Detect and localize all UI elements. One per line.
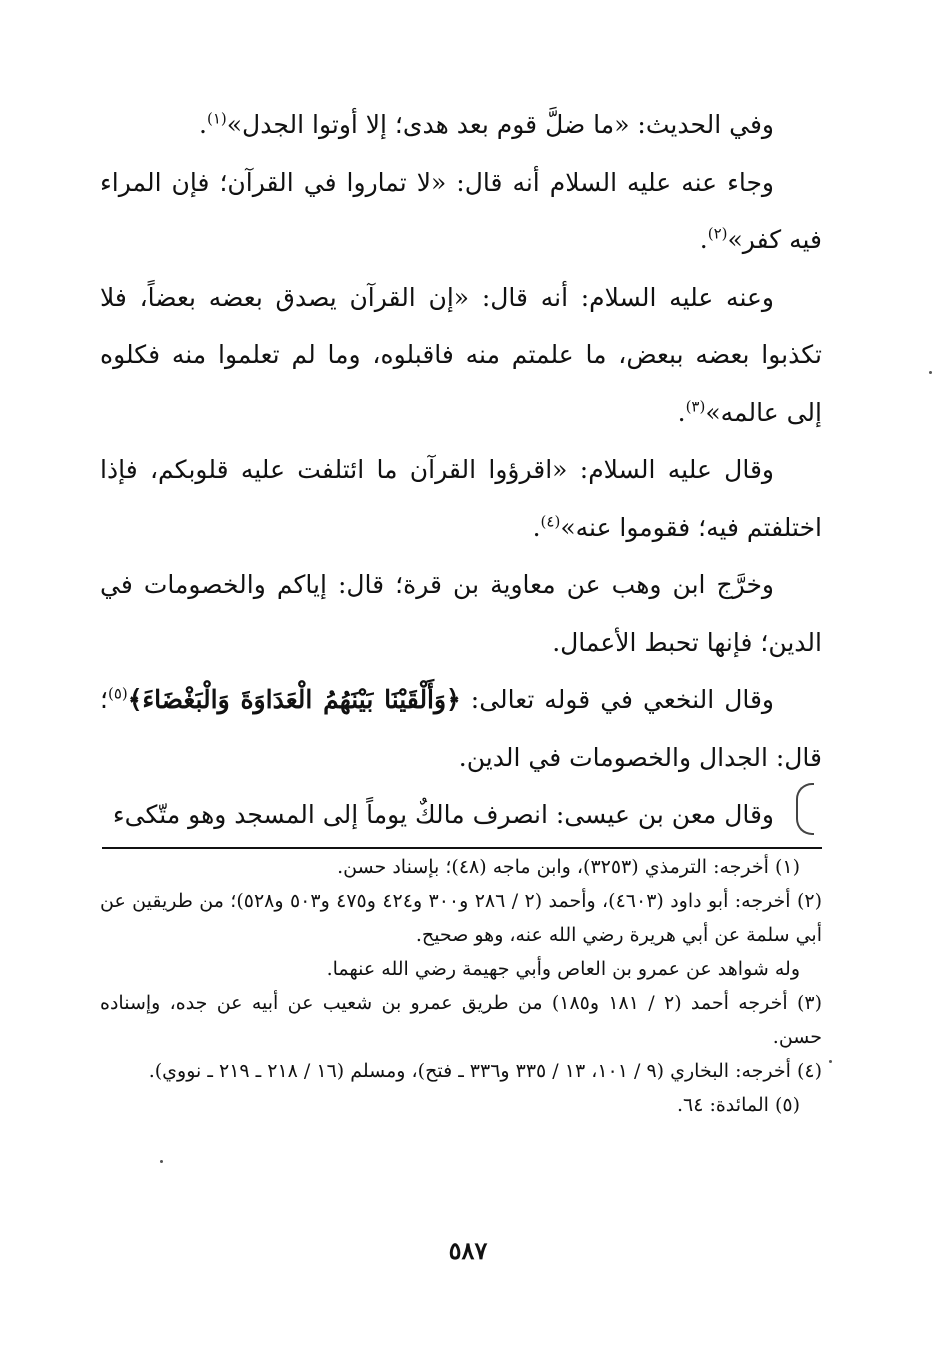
paragraph-end: . [199,110,207,139]
footnote-1: (١) أخرجه: الترمذي (٣٢٥٣)، وابن ماجه (٤٨)؛ بإسناد حسن. [337,856,800,878]
paragraph-text: وقال معن بن عيسى: انصرف مالكٌ يوماً إلى المسجد وهو متّكىء [112,800,774,829]
margin-bracket-mark [796,783,814,835]
footnote-separator [102,847,822,849]
paragraph-hadith-quran-yusaddiq [100,269,822,442]
paragraph-end: . [677,397,686,427]
paragraph-hadith-jadal [100,96,822,154]
main-text [100,96,822,844]
paragraph-text: وفي الحديث: «ما ضلَّ قوم بعد هدى؛ إلا أوتوا الجدل» [226,110,774,139]
paragraph-maan-ibn-isa [100,786,822,844]
footnote-2: (٢) أخرجه: أبو داود (٤٦٠٣)، وأحمد (٢ / ٢٨٦ و٣٠٠ و٤٢٤ و٤٧٥ و٥٠٣ و٥٢٨)؛ من طريقين عن أبي سلمة عن أبي هريرة رضي الله عنه، وهو صحيح. [100,890,823,946]
paragraph-text: وجاء عنه عليه السلام أنه قال: «لا تماروا في القرآن؛ فإن المراء فيه كفر» [100,167,822,254]
footnote-ref: (٤) [540,512,561,531]
paragraph-end: . [532,512,541,542]
footnote-ref: (١) [206,109,227,128]
scan-speck [160,1160,163,1163]
footnote-ref: (٢) [707,224,728,243]
paragraph-text: وخرَّج ابن وهب عن معاوية بن قرة؛ قال: إياكم والخصومات في الدين؛ فإنها تحبط الأعمال. [100,570,822,657]
paragraph-text-cont: ؛ قال: الجدال والخصومات في الدين. [100,685,822,772]
paragraph-text: وعنه عليه السلام: أنه قال: «إن القرآن يصدق بعضه بعضاً، فلا تكذبوا بعضه ببعض، ما علمتم منه فاقبلوه، وما لم تعلموا منه فكلوه إلى عالمه» [100,282,822,427]
footnote-ref: (٥) [107,684,128,703]
footnote-2-continuation: وله شواهد عن عمرو بن العاص وأبي جهيمة رضي الله عنهما. [326,958,800,980]
footnotes [100,850,822,1122]
paragraph-hadith-iqrau [100,441,822,556]
scan-speck [929,371,932,374]
footnote-ref: (٣) [685,397,706,416]
footnote-5: (٥) المائدة: ٦٤. [676,1094,800,1116]
footnote-3: (٣) أخرجه أحمد (٢ / ١٨١ و١٨٥) من طريق عمرو بن شعيب عن أبيه عن جده، وإسناده حسن. [100,992,822,1048]
paragraph-hadith-mira [100,154,822,269]
paragraph-end: . [699,225,708,254]
quran-verse: ﴿وَأَلْقَيْنَا بَيْنَهُمُ الْعَدَاوَةَ وَالْبَغْضَاءَ﴾ [127,685,461,714]
paragraph-text: وقال عليه السلام: «اقرؤوا القرآن ما ائتلفت عليه قلوبكم، فإذا اختلفتم فيه؛ فقوموا عنه» [100,455,822,542]
paragraph-ibn-wahb [100,556,822,671]
paragraph-nakhai [100,671,822,786]
footnote-4: (٤) أخرجه: البخاري (٩ / ١٠١، ١٣ / ٣٣٥ و٣٣٦ ـ فتح)، ومسلم (١٦ / ٢١٨ ـ ٢١٩ ـ نووي). [148,1060,822,1082]
page-number: ٥٨٧ [448,1236,488,1265]
paragraph-text: وقال النخعي في قوله تعالى: [470,685,774,714]
scan-speck [829,1060,832,1063]
